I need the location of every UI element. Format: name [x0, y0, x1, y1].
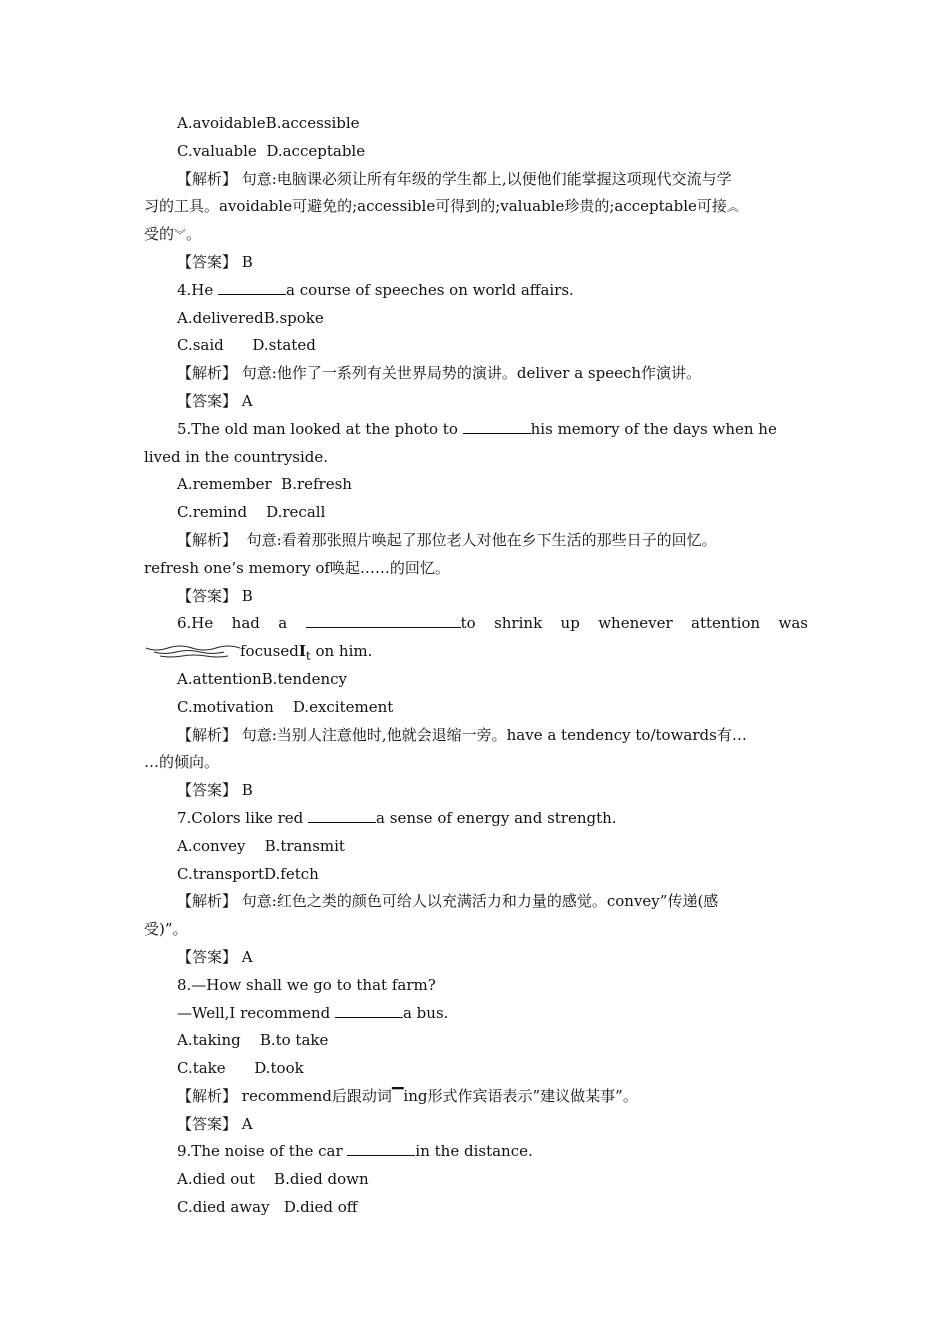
- wavy-underline-icon: [144, 645, 240, 659]
- q3-option-a: A.avoidable: [177, 114, 266, 132]
- q5-explanation-text1: 句意:看着那张照片唤起了那位老人对他在乡下生活的那些日子的回忆。: [246, 530, 717, 549]
- q4-options-row1: [144, 305, 808, 333]
- q5-options-row2: [144, 499, 808, 527]
- q6-word-8: attention: [691, 614, 761, 633]
- q8-option-d: D.took: [254, 1059, 304, 1078]
- q3-options-row2: [144, 138, 808, 166]
- q8-answer-tag: 【答案】: [177, 1114, 238, 1133]
- q7-explanation-line2: [144, 916, 808, 944]
- q7-explanation-text2: 受)”。: [144, 920, 188, 939]
- q9-option-b: B.died down: [274, 1170, 369, 1189]
- q7-option-a: A.convey: [177, 836, 246, 855]
- q6-option-a: A.attention: [177, 669, 262, 688]
- q9-options-row2: [144, 1194, 808, 1222]
- q8-explanation-tag: 【解析】: [177, 1086, 238, 1105]
- q7-explanation-line1: [144, 888, 808, 916]
- q6-blank: [306, 610, 461, 628]
- q6-explanation-line2: [144, 749, 808, 777]
- q6-explanation-text2: …的倾向。: [144, 753, 220, 772]
- q6-stem-mark: I: [298, 642, 306, 661]
- q3-explanation-text2: 习的工具。avoidable可避免的;accessible可得到的;valuable珍贵的;acceptable可接: [144, 197, 727, 216]
- q8-explanation-text-start: recommend后跟动词: [241, 1086, 392, 1105]
- q9-blank: [347, 1138, 415, 1156]
- q4-stem-start: 4.He: [177, 280, 219, 299]
- q7-explanation-text1: 句意:红色之类的颜色可给人以充满活力和力量的感觉。convey”传递(感: [241, 892, 719, 911]
- q6-option-d: D.excitement: [292, 697, 394, 716]
- q4-option-b: B.spoke: [263, 308, 324, 327]
- q5-explanation-text2: refresh one’s memory of唤起……的回忆。: [144, 558, 450, 577]
- q6-answer-line: [144, 777, 808, 805]
- q4-explanation-tag: 【解析】: [177, 364, 238, 383]
- q7-answer-value: A: [241, 947, 253, 966]
- q3-option-d: D.acceptable: [266, 141, 366, 160]
- q4-blank: [218, 277, 286, 295]
- q7-explanation-tag: 【解析】: [177, 892, 238, 911]
- q4-answer-tag: 【答案】: [177, 391, 238, 410]
- q8-stem-question: 8.—How shall we go to that farm?: [177, 975, 436, 994]
- q6-explanation-text1: 句意:当别人注意他时,他就会退缩一旁。have a tendency to/towards有…: [241, 725, 747, 744]
- q8-explanation-mark: ▔: [391, 1086, 404, 1105]
- q4-options-row2: [144, 332, 808, 360]
- document-body: [144, 110, 808, 1222]
- q9-options-row1: [144, 1166, 808, 1194]
- q5-option-b: B.refresh: [281, 475, 352, 494]
- q6-explanation-tag: 【解析】: [177, 725, 238, 744]
- q9-stem-end: in the distance.: [415, 1142, 533, 1161]
- q3-explanation-tag: 【解析】: [177, 169, 238, 188]
- q5-answer-value: B: [241, 586, 253, 605]
- q4-answer-value: A: [241, 391, 253, 410]
- q9-stem: [144, 1138, 808, 1166]
- q7-options-row2: [144, 861, 808, 889]
- q3-explanation-text3: 受的: [144, 225, 175, 244]
- q6-word-6: up: [560, 614, 580, 633]
- q5-option-c: C.remind: [177, 503, 248, 522]
- q9-option-a: A.died out: [177, 1170, 255, 1189]
- q6-answer-value: B: [241, 781, 253, 800]
- q3-explanation-end: 。: [186, 225, 202, 244]
- q7-stem: [144, 805, 808, 833]
- q5-explanation-line1: [144, 527, 808, 555]
- q5-stem-end: lived in the countryside.: [144, 447, 329, 466]
- q9-stem-start: 9.The noise of the car: [177, 1142, 348, 1161]
- q3-explanation-text1: 句意:电脑课必须让所有年级的学生都上,以便他们能掌握这项现代交流与学: [241, 169, 732, 188]
- q4-option-a: A.delivered: [177, 308, 264, 327]
- q6-option-b: B.tendency: [261, 669, 348, 688]
- q8-blank: [335, 1000, 403, 1018]
- q4-answer-line: [144, 388, 808, 416]
- q5-answer-line: [144, 583, 808, 611]
- q6-stem-focused: focused: [240, 642, 299, 661]
- q3-option-b: B.accessible: [265, 114, 360, 132]
- q7-answer-line: [144, 944, 808, 972]
- q6-options-row2: [144, 694, 808, 722]
- q4-stem: [144, 277, 808, 305]
- q6-explanation-line1: [144, 722, 808, 750]
- q8-explanation-line1: [144, 1083, 808, 1111]
- q3-explanation-mark1: ︽: [726, 200, 739, 215]
- q5-option-a: A.remember: [177, 475, 272, 494]
- q8-option-b: B.to take: [259, 1031, 329, 1050]
- q4-stem-end: a course of speeches on world affairs.: [286, 280, 574, 299]
- q5-stem-line2: [144, 444, 808, 472]
- q3-explanation-line2: [144, 193, 808, 221]
- q4-explanation-text1: 句意:他作了一系列有关世界局势的演讲。deliver a speech作演讲。: [241, 364, 702, 383]
- q6-options-row1: [144, 666, 808, 694]
- q5-stem-start: 5.The old man looked at the photo to: [177, 419, 463, 438]
- q6-stem-line1: [144, 610, 808, 638]
- q8-options-row1: [144, 1027, 808, 1055]
- q6-word-7: whenever: [598, 614, 673, 633]
- q7-option-b: B.transmit: [264, 836, 345, 855]
- q3-explanation-line1: [144, 166, 808, 194]
- q7-options-row1: [144, 833, 808, 861]
- q6-stem-line2: [144, 638, 808, 666]
- q8-option-a: A.taking: [177, 1031, 241, 1050]
- q9-option-c: C.died away: [177, 1198, 270, 1217]
- q6-blank-group: [306, 610, 476, 638]
- q6-word-1: 6.He: [177, 614, 214, 633]
- q8-options-row2: [144, 1055, 808, 1083]
- q8-stem-line2: [144, 1000, 808, 1028]
- q3-answer-line: [144, 249, 808, 277]
- q7-option-d: D.fetch: [264, 864, 319, 883]
- q8-explanation-text-end: ing形式作宾语表示”建议做某事”。: [403, 1086, 638, 1105]
- q5-stem-line1: [144, 416, 808, 444]
- q4-option-d: D.stated: [252, 336, 316, 355]
- q3-options-row1: [144, 110, 808, 138]
- q5-blank: [463, 416, 531, 434]
- q4-option-c: C.said: [177, 336, 224, 355]
- q3-explanation-line3: [144, 221, 808, 249]
- q6-option-c: C.motivation: [177, 697, 274, 716]
- q6-word-4: to: [460, 614, 476, 633]
- q3-explanation-mark2: ︾: [174, 228, 187, 243]
- q7-option-c: C.transport: [177, 864, 265, 883]
- q3-answer-value: B: [241, 252, 253, 271]
- q6-word-3: a: [278, 614, 288, 633]
- q5-stem-mid: his memory of the days when he: [530, 419, 777, 438]
- q6-stem-mark2: t: [305, 649, 311, 664]
- q7-answer-tag: 【答案】: [177, 947, 238, 966]
- q4-explanation-line1: [144, 360, 808, 388]
- q5-explanation-tag: 【解析】: [177, 530, 238, 549]
- q8-answer-line: [144, 1111, 808, 1139]
- q7-stem-end: a sense of energy and strength.: [376, 808, 617, 827]
- q8-stem-line1: [144, 972, 808, 1000]
- q5-options-row1: [144, 471, 808, 499]
- q6-answer-tag: 【答案】: [177, 781, 238, 800]
- q5-option-d: D.recall: [266, 503, 326, 522]
- q5-answer-tag: 【答案】: [177, 586, 238, 605]
- q8-answer-value: A: [241, 1114, 253, 1133]
- q7-stem-start: 7.Colors like red: [177, 808, 309, 827]
- q6-word-5: shrink: [494, 614, 543, 633]
- q3-answer-tag: 【答案】: [177, 252, 238, 271]
- q3-option-c: C.valuable: [177, 141, 257, 160]
- q7-blank: [308, 805, 376, 823]
- q6-stem-end: on him.: [310, 642, 373, 661]
- q9-option-d: D.died off: [283, 1198, 358, 1217]
- q6-word-2: had: [231, 614, 260, 633]
- q8-stem-reply-start: —Well,I recommend: [177, 1003, 335, 1022]
- q8-stem-reply-end: a bus.: [402, 1003, 449, 1022]
- q6-word-9: was: [778, 614, 808, 633]
- q5-explanation-line2: [144, 555, 808, 583]
- q8-option-c: C.take: [177, 1059, 226, 1078]
